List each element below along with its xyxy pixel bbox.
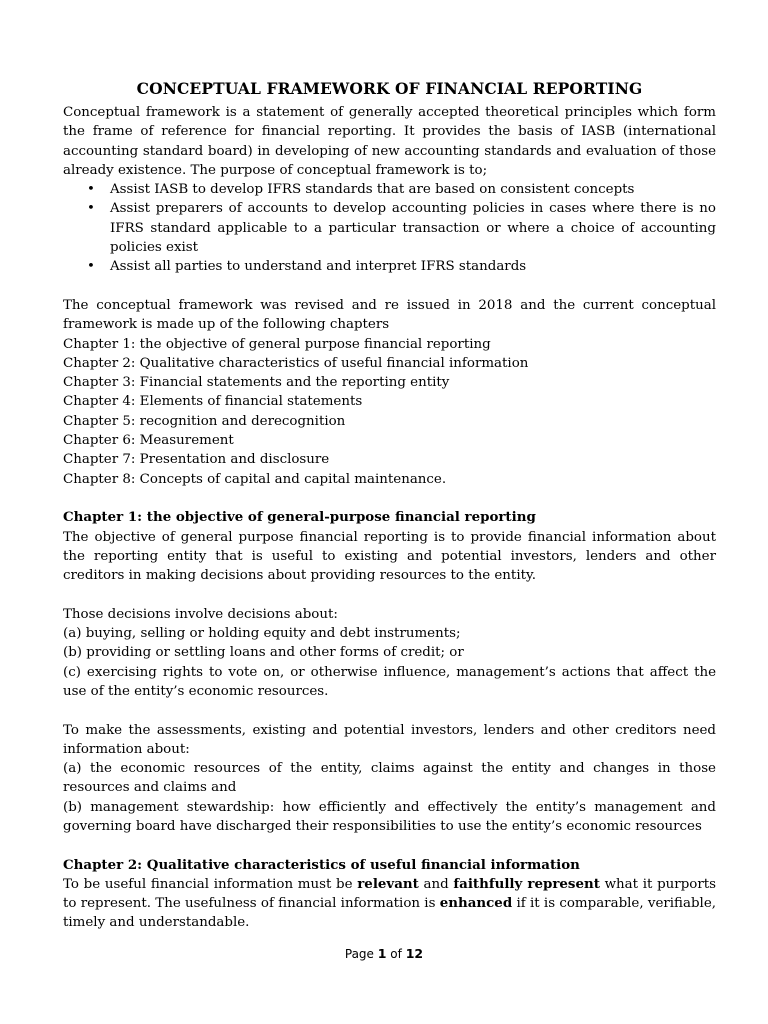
chapter-item: Chapter 3: Financial statements and the reporting entity xyxy=(63,375,450,391)
bullet-icon: • xyxy=(87,201,95,217)
chapter-item: Chapter 1: the objective of general purpose financial reporting xyxy=(63,336,491,352)
chapter-item: Chapter 5: recognition and derecognition xyxy=(63,413,346,429)
chapter1-body: The objective of general purpose financial reporting is to provide financial information about the reporting entity that is useful to existing and potential investors, lenders and other creditors in making decisions about providing resources to the entity. xyxy=(63,529,716,584)
current-page-number: 1 xyxy=(377,946,387,961)
page-footer xyxy=(0,946,768,961)
document-page xyxy=(63,78,716,933)
total-page-number: 12 xyxy=(405,946,424,961)
assessment-item: (a) the economic resources of the entity, claims against the entity and changes in those resources and claims and xyxy=(63,761,716,796)
list-item: • Assist preparers of accounts to develop accounting policies in cases where there is no IFRS standard applicable to a particular transaction or where a choice of accounting policies exist xyxy=(87,201,716,256)
bullet-icon: • xyxy=(87,259,95,275)
intro-paragraph: Conceptual framework is a statement of generally accepted theoretical principles which form the frame of reference for financial reporting. It provides the basis of IASB (international accounting standard board) in developing of new accounting standards and evaluation of those already existence. The purpose of conceptual framework is to; xyxy=(63,105,716,178)
chapter2-body: To be useful financial information must be relevant and faithfully represent what it purports to represent. The usefulness of financial information is enhanced if it is comparable, verifiable, timely and understandable. xyxy=(63,875,717,931)
list-item: • Assist all parties to understand and interpret IFRS standards xyxy=(110,257,716,276)
decision-item: (a) buying, selling or holding equity and debt instruments; xyxy=(63,626,461,642)
purpose-list xyxy=(63,180,716,276)
decisions-intro: Those decisions involve decisions about: xyxy=(63,606,338,622)
chapter-item: Chapter 4: Elements of financial statements xyxy=(63,394,363,410)
assessment-item: (b) management stewardship: how efficiently and effectively the entity’s management and governing board have discharged their responsibilities to use the entity’s economic resources xyxy=(63,799,716,834)
bullet-icon: • xyxy=(87,182,95,198)
page-label: Page xyxy=(344,947,374,961)
chapter-list xyxy=(63,335,716,489)
chapter-item: Chapter 2: Qualitative characteristics of useful financial information xyxy=(63,355,529,371)
chapter-item: Chapter 7: Presentation and disclosure xyxy=(63,452,330,468)
assessments-intro: To make the assessments, existing and potential investors, lenders and other creditors need information about: xyxy=(63,722,716,757)
chapter2-heading: Chapter 2: Qualitative characteristics of useful financial information xyxy=(63,856,580,873)
of-label: of xyxy=(390,947,402,961)
chapter1-heading: Chapter 1: the objective of general-purpose financial reporting xyxy=(63,509,536,526)
emphasis-relevant: relevant xyxy=(357,875,419,892)
chapter-item: Chapter 6: Measurement xyxy=(63,433,234,449)
chapter-item: Chapter 8: Concepts of capital and capital maintenance. xyxy=(63,471,447,487)
document-title: CONCEPTUAL FRAMEWORK OF FINANCIAL REPORTING xyxy=(136,79,643,98)
list-item: • Assist IASB to develop IFRS standards that are based on consistent concepts xyxy=(110,180,716,199)
decision-item: (c) exercising rights to vote on, or otherwise influence, management’s actions that affect the use of the entity’s economic resources. xyxy=(63,664,716,699)
emphasis-enhanced: enhanced xyxy=(439,895,513,912)
emphasis-faithfully-represent: faithfully represent xyxy=(453,875,600,892)
revised-paragraph: The conceptual framework was revised and re issued in 2018 and the current conceptual framework is made up of the following chapters xyxy=(63,297,716,333)
decision-item: (b) providing or settling loans and other forms of credit; or xyxy=(63,645,464,661)
